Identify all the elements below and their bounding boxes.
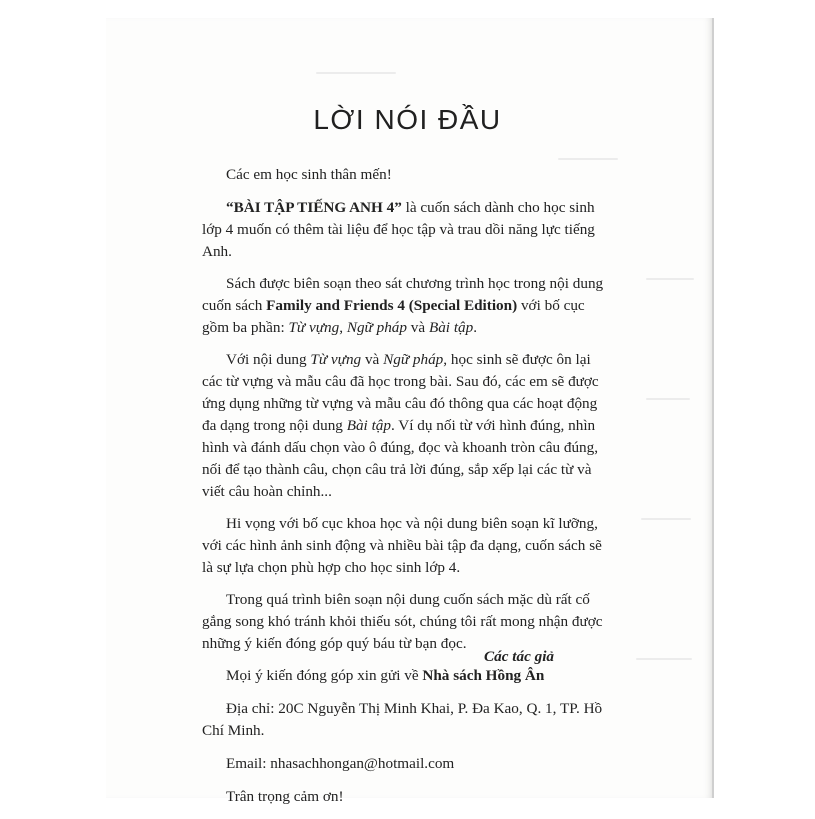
contact-paragraph: Mọi ý kiến đóng góp xin gửi về Nhà sách Hồng Ân	[226, 667, 545, 684]
structure-paragraph: Sách được biên soạn theo sát chương trình học trong nội dung cuốn sách Family and Friends 4 (Special Edition) với bố cục gồm ba phần: Từ vựng, Ngữ pháp và Bài tập.	[202, 275, 604, 336]
feedback-paragraph: Trong quá trình biên soạn nội dung cuốn sách mặc dù rất cố gắng song khó tránh khỏi thiếu sót, chúng tôi rất mong nhận được những ý kiến đóng góp quý báu từ bạn đọc.	[202, 591, 603, 652]
bleed-through-line	[641, 518, 691, 520]
publisher-name: Nhà sách Hồng Ân	[422, 667, 545, 684]
hope-paragraph: Hi vọng với bố cục khoa học và nội dung biên soạn kĩ lưỡng, với các hình ảnh sinh động và nhiều bài tập đa dạng, cuốn sách sẽ là sự lựa chọn phù hợp cho học sinh lớp 4.	[202, 515, 602, 576]
bleed-through-line	[646, 278, 694, 280]
content-paragraph: Với nội dung Từ vựng và Ngữ pháp, học sinh sẽ được ôn lại các từ vựng và mẫu câu đã học trong bài. Sau đó, các em sẽ được ứng dụng những từ vựng và mẫu câu đó thông qua các hoạt động đa dạng trong nội dung Bài tập. Ví dụ nối từ với hình đúng, nhìn hình và đánh dấu chọn vào ô đúng, đọc và khoanh tròn câu đúng, nối để tạo thành câu, chọn câu trả lời đúng, sắp xếp lại các từ và viết câu hoàn chỉnh...	[202, 351, 599, 500]
bleed-through-line	[636, 658, 692, 660]
preface-body	[202, 164, 614, 819]
thanks-line: Trân trọng cảm ơn!	[226, 788, 344, 805]
series-name: Family and Friends 4 (Special Edition)	[266, 297, 518, 314]
signature: Các tác giả	[484, 648, 555, 665]
greeting-paragraph: Các em học sinh thân mến!	[226, 166, 392, 183]
page-title: LỜI NÓI ĐẦU	[313, 104, 502, 135]
bleed-through-line	[558, 158, 618, 160]
book-title: “BÀI TẬP TIẾNG ANH 4”	[226, 199, 402, 216]
bleed-through-line	[316, 72, 396, 74]
address-line: Địa chỉ: 20C Nguyễn Thị Minh Khai, P. Đa Kao, Q. 1, TP. Hồ Chí Minh.	[202, 700, 603, 739]
intro-paragraph: “BÀI TẬP TIẾNG ANH 4” là cuốn sách dành cho học sinh lớp 4 muốn có thêm tài liệu để học tập và trau dồi năng lực tiếng Anh.	[202, 199, 595, 260]
email-line: Email: nhasachhongan@hotmail.com	[226, 755, 455, 772]
bleed-through-line	[646, 398, 690, 400]
